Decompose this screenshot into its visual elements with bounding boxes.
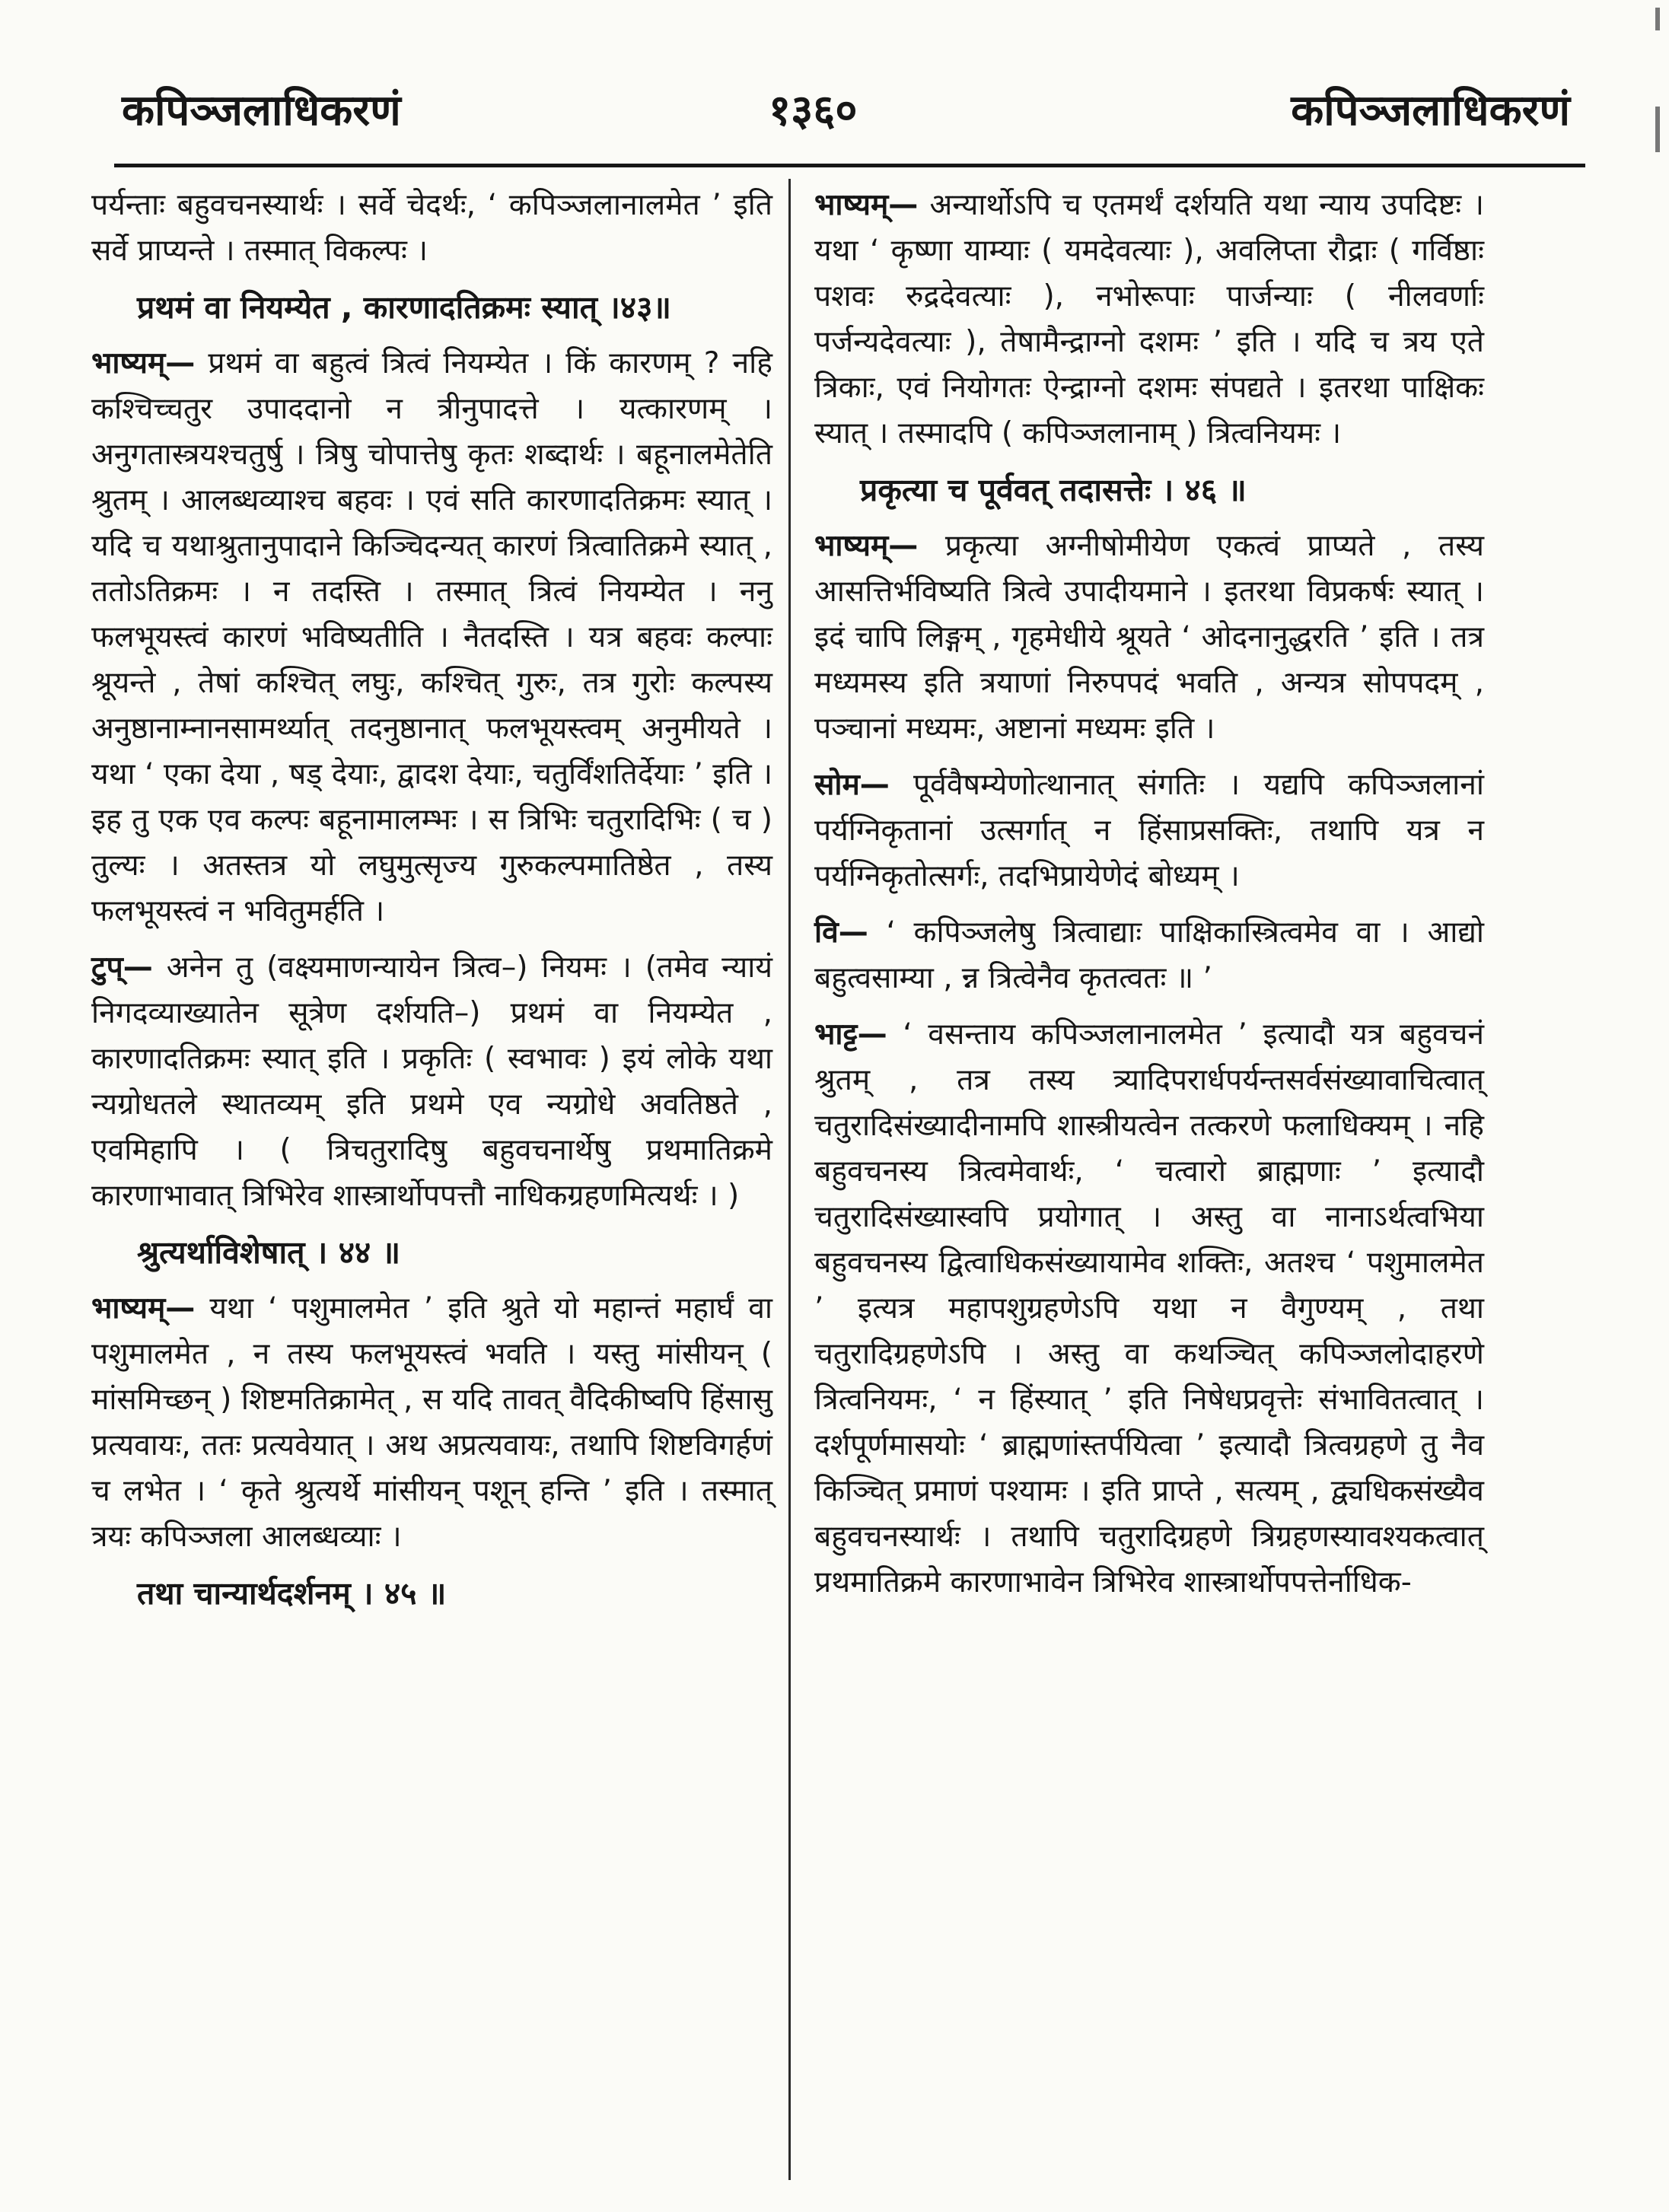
commentary-label: सोम— — [814, 768, 890, 802]
paragraph — [91, 1286, 772, 1560]
scan-edge-mark — [1655, 107, 1660, 152]
commentary-label: भाष्यम्— — [91, 346, 196, 380]
paragraph — [91, 341, 772, 934]
paragraph — [814, 183, 1484, 457]
paragraph-text: प्रथमं वा बहुत्वं त्रित्वं नियम्येत । किं कारणम् ? नहि कश्चिच्चतुर उपाददानो न त्रीनुपादत्ते । यत्कारणम् । अनुगतास्त्रयश्चतुर्षु । त्रिषु चोपात्तेषु कृतः शब्दार्थः । बहूनालमेतेति श्रुतम् । आलब्धव्याश्च बहवः । एवं सति कारणादतिक्रमः स्यात् । यदि च यथाश्रुतानुपादाने किञ्चिदन्यत् कारणं त्रित्वातिक्रमे स्यात् , ततोऽतिक्रमः । न तदस्ति । तस्मात् त्रित्वं नियम्येत । ननु फलभूयस्त्वं कारणं भविष्यतीति । नैतदस्ति । यत्र बहवः कल्पाः श्रूयन्ते , तेषां कश्चित् लघुः, कश्चित् गुरुः, तत्र गुरोः कल्पस्य अनुष्ठानाम्नानसामर्थ्यात् तदनुष्ठानात् फलभूयस्त्वम् अनुमीयते । यथा ‘ एका देया , षड् देयाः, द्वादश देयाः, चतुर्विंशतिर्देयाः ’ इति । इह तु एक एव कल्पः बहूनामालम्भः । स त्रिभिः चतुरादिभिः ( च ) तुल्यः । अतस्तत्र यो लघुमुत्सृज्य गुरुकल्पमातिष्ठेत , तस्य फलभूयस्त्वं न भवितुमर्हति । — [91, 346, 772, 928]
commentary-label: भाट्ट— — [814, 1017, 887, 1052]
running-header-left: कपिञ्जलाधिकरणं — [122, 86, 401, 135]
paragraph — [814, 910, 1484, 1001]
paragraph-text: प्रकृत्या अग्नीषोमीयेण एकत्वं प्राप्यते , तस्य आसत्तिर्भविष्यति त्रित्वे उपादीयमाने । इतरथा विप्रकर्षः स्यात् । इदं चापि लिङ्गम् , गृहमेधीये श्रूयते ‘ ओदनानुद्धरति ’ इति । तत्र मध्यमस्य इति त्रयाणां निरुपपदं भवति , अन्यत्र सोपपदम् , पञ्चानां मध्यमः, अष्टानां मध्यमः इति । — [814, 529, 1484, 746]
running-header-right: कपिञ्जलाधिकरणं — [1291, 86, 1570, 135]
sutra-45: तथा चान्यार्थदर्शनम् । ४५ ॥ — [137, 1575, 447, 1612]
header-rule — [114, 164, 1585, 167]
sutra-44: श्रुत्यर्थाविशेषात् । ४४ ॥ — [137, 1234, 401, 1271]
paragraph — [91, 183, 772, 274]
page-number: १३६० — [769, 86, 858, 135]
paragraph-text: पर्यन्ताः बहुवचनस्यार्थः । सर्वे चेदर्थः, ‘ कपिञ्जलानालमेत ’ इति सर्वे प्राप्यन्ते । तस्मात् विकल्पः । — [91, 188, 772, 268]
paragraph-text: ‘ वसन्ताय कपिञ्जलानालमेत ’ इत्यादौ यत्र बहुवचनं श्रुतम् , तत्र तस्य त्र्यादिपरार्धपर्यन्तसर्वसंख्यावाचित्वात् चतुरादिसंख्यादीनामपि शास्त्रीयत्वेन तत्करणे फलाधिक्यम् । नहि बहुवचनस्य त्रित्वमेवार्थः, ‘ चत्वारो ब्राह्मणाः ’ इत्यादौ चतुरादिसंख्यास्वपि प्रयोगात् । अस्तु वा नानाऽर्थत्वभिया बहुवचनस्य द्वित्वाधिकसंख्यायामेव शक्तिः, अतश्च ‘ पशुमालमेत ’ इत्यत्र महापशुग्रहणेऽपि यथा न वैगुण्यम् , तथा चतुरादिग्रहणेऽपि । अस्तु वा कथञ्चित् कपिञ्जलोदाहरणे त्रित्वनियमः, ‘ न हिंस्यात् ’ इति निषेधप्रवृत्तेः संभावितत्वात् । दर्शपूर्णमासयोः ‘ ब्राह्मणांस्तर्पयित्वा ’ इत्यादौ त्रित्वग्रहणे तु नैव किञ्चित् प्रमाणं पश्यामः । इति प्राप्ते , सत्यम् , द्व्यधिकसंख्यैव बहुवचनस्यार्थः । तथापि चतुरादिग्रहणे त्रिग्रहणस्यावश्यकत्वात् प्रथमातिक्रमे कारणाभावेन त्रिभिरेव शास्त्रार्थोपपत्तेर्नाधिक- — [814, 1017, 1484, 1599]
paragraph-text: यथा ‘ पशुमालमेत ’ इति श्रुते यो महान्तं महार्घं वा पशुमालमेत , न तस्य फलभूयस्त्वं भवति । यस्तु मांसीयन् ( मांसमिच्छन् ) शिष्टमतिक्रामेत् , स यदि तावत् वैदिकीष्वपि हिंसासु प्रत्यवायः, ततः प्रत्यवेयात् । अथ अप्रत्यवायः, तथापि शिष्टविगर्हणं च लभेत । ‘ कृते श्रुत्यर्थे मांसीयन् पशून् हन्ति ’ इति । तस्मात् त्रयः कपिञ्जला आलब्धव्याः । — [91, 1291, 772, 1554]
paragraph-text: ‘ कपिञ्जलेषु त्रित्वाद्याः पाक्षिकास्त्रित्वमेव वा । आद्यो बहुत्वसाम्या , न्न त्रित्वेनैव कृतत्वतः ॥ ’ — [814, 915, 1484, 995]
paragraph — [814, 524, 1484, 752]
paragraph-text: पूर्ववैषम्येणोत्थानात् संगतिः । यद्यपि कपिञ्जलानां पर्यग्निकृतानां उत्सर्गात् न हिंसाप्रसक्तिः, तथापि यत्र न पर्यग्निकृतोत्सर्गः, तदभिप्रायेणेदं बोध्यम् । — [814, 768, 1484, 893]
left-column — [91, 183, 772, 1627]
commentary-label: टुप्— — [91, 950, 153, 985]
commentary-label: भाष्यम्— — [814, 188, 919, 222]
commentary-label: भाष्यम्— — [814, 529, 919, 563]
column-divider — [788, 179, 791, 2180]
paragraph-text: अन्यार्थोऽपि च एतमर्थं दर्शयति यथा न्याय उपदिष्टः । यथा ‘ कृष्णा याम्याः ( यमदेवत्याः ), अवलिप्ता रौद्राः ( गर्विष्ठाः पशवः रुद्रदेवत्याः ), नभोरूपाः पार्जन्याः ( नीलवर्णाः पर्जन्यदेवत्याः ), तेषामैन्द्राग्नो दशमः ’ इति । यदि च त्रय एते त्रिकाः, एवं नियोगतः ऐन्द्राग्नो दशमः संपद्यते । इतरथा पाक्षिकः स्यात् । तस्मादपि ( कपिञ्जलानाम् ) त्रित्वनियमः । — [814, 188, 1484, 450]
commentary-label: भाष्यम्— — [91, 1291, 196, 1326]
paragraph — [814, 762, 1484, 899]
right-column — [814, 183, 1484, 1616]
scan-edge-mark — [1655, 8, 1660, 30]
paragraph-text: अनेन तु (वक्ष्यमाणन्यायेन त्रित्व–) नियमः । (तमेव न्यायं निगदव्याख्यातेन सूत्रेण दर्शयति–) प्रथमं वा नियम्येत , कारणादतिक्रमः स्यात् इति । प्रकृतिः ( स्वभावः ) इयं लोके यथा न्यग्रोधतले स्थातव्यम् इति प्रथमे एव न्यग्रोधे अवतिष्ठते , एवमिहापि । ( त्रिचतुरादिषु बहुवचनार्थेषु प्रथमातिक्रमे कारणाभावात् त्रिभिरेव शास्त्रार्थोपपत्तौ नाधिकग्रहणमित्यर्थः । ) — [91, 950, 772, 1213]
sutra-43: प्रथमं वा नियम्येत , कारणादतिक्रमः स्यात् ।४३॥ — [137, 289, 671, 326]
paragraph — [91, 945, 772, 1219]
sutra-46: प्रकृत्या च पूर्ववत् तदासत्तेः । ४६ ॥ — [860, 472, 1247, 508]
commentary-label: वि— — [814, 915, 868, 950]
paragraph — [814, 1012, 1484, 1606]
